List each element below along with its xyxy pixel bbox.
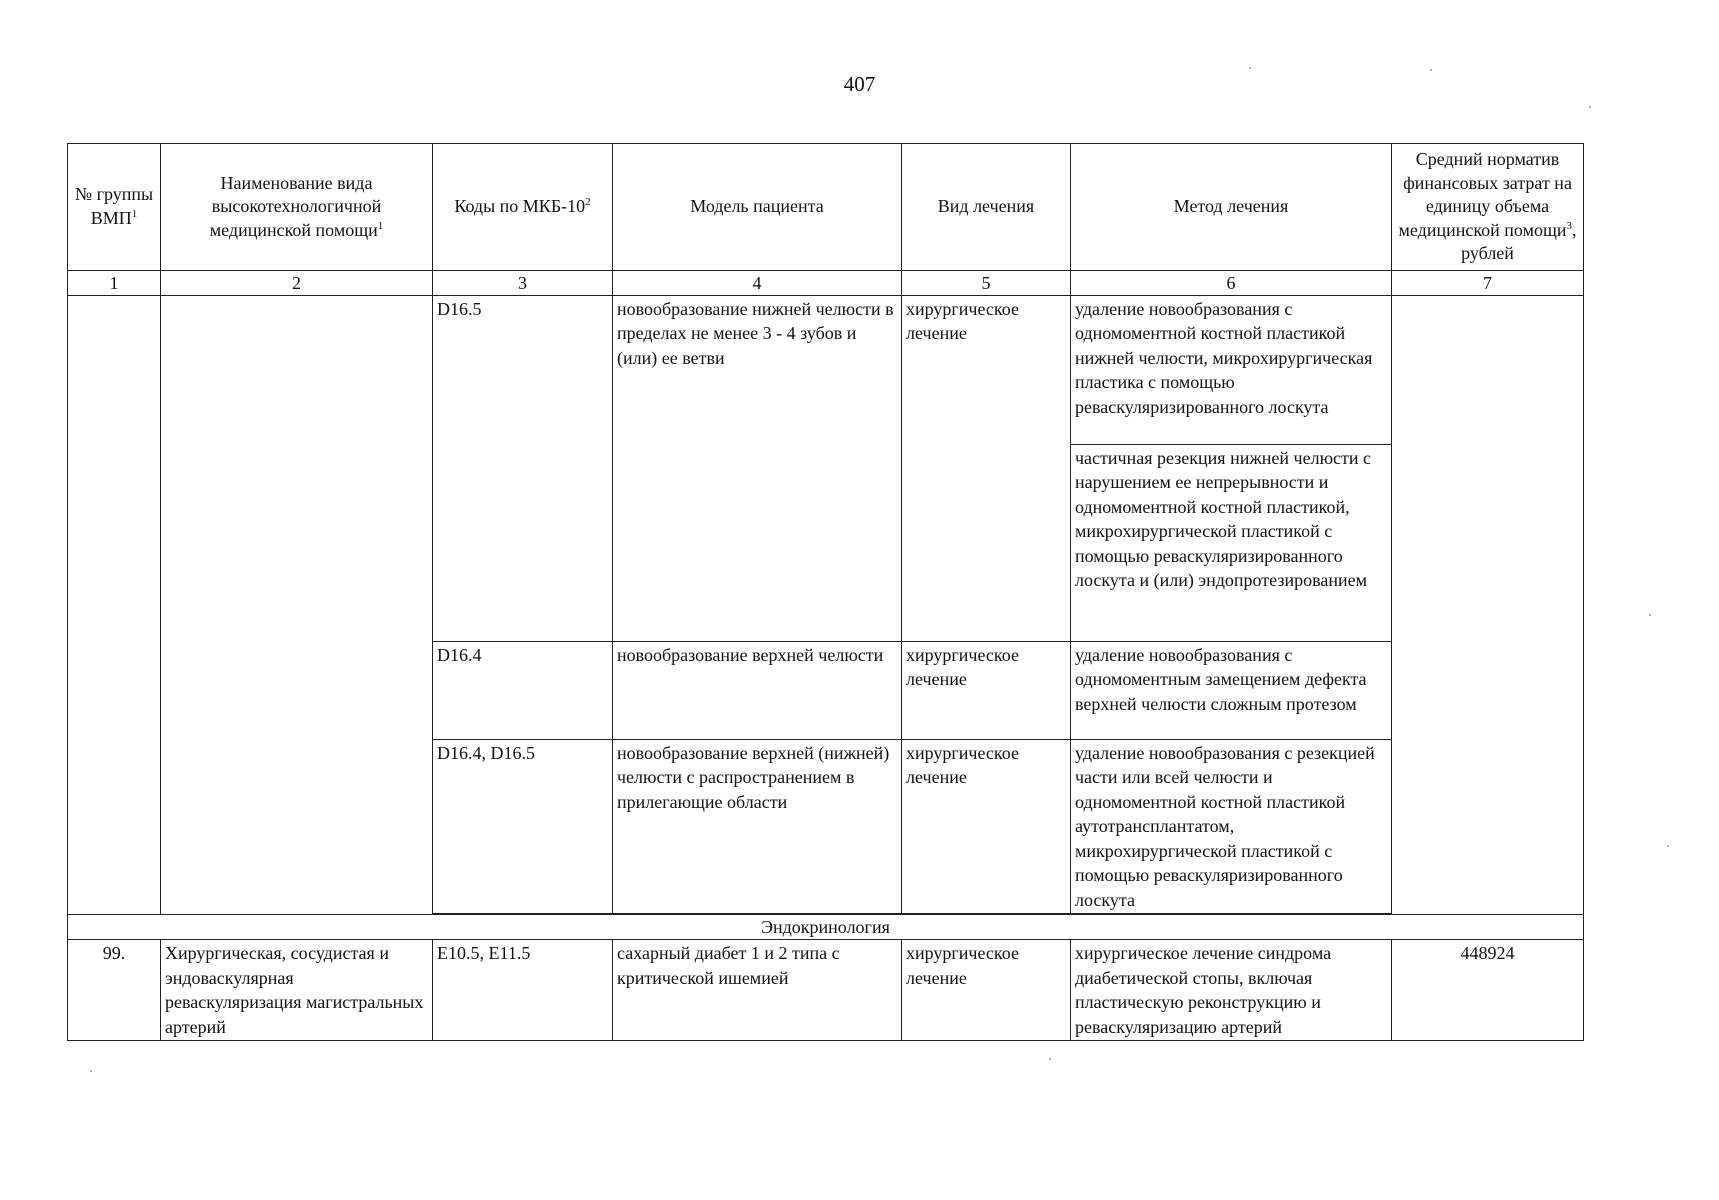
header-group-number: № группы ВМП$^1$ [68,144,161,271]
scan-speck [1430,69,1432,71]
icd-code-cell: E10.5, E11.5 [433,940,613,1041]
page-number: 407 [843,72,876,96]
header-cost-standard: Средний норматив финансовых затрат на единицу объема медицинской помощи$^3$, рублей [1392,144,1584,271]
column-number: 7 [1392,270,1584,295]
column-number: 5 [902,270,1071,295]
care-type-cell-empty [161,295,433,915]
icd-code-cell: D16.4 [433,641,613,739]
cost-cell-empty [1392,295,1584,915]
header-patient-model: Модель пациента [613,144,902,271]
patient-model-cell: сахарный диабет 1 и 2 типа с критической ишемией [613,940,902,1041]
treatment-type-cell: хирургическое лечение [902,940,1071,1041]
table-row [68,940,1584,1041]
column-number: 6 [1071,270,1392,295]
group-number-cell: 99. [68,940,161,1041]
scan-speck [1649,614,1651,616]
header-treatment-type: Вид лечения [902,144,1071,271]
column-number-row [68,270,1584,295]
column-number: 3 [433,270,613,295]
treatment-method-cell: удаление новообразования с одномоментной костной пластикой нижней челюсти, микрохирургическая пластика с помощью реваскуляризированного лоскута [1071,295,1392,444]
icd-code-cell: D16.5 [433,295,613,641]
column-number: 2 [161,270,433,295]
scan-speck [1589,106,1591,108]
treatment-type-cell: хирургическое лечение [902,295,1071,641]
scan-speck [1049,1058,1051,1060]
scan-speck [1667,845,1669,847]
vmp-table [67,143,1584,1041]
table-row [68,295,1584,444]
cost-cell: 448924 [1392,940,1584,1041]
header-treatment-method: Метод лечения [1071,144,1392,271]
treatment-method-cell: хирургическое лечение синдрома диабетической стопы, включая пластическую реконструкцию и реваскуляризацию артерий [1071,940,1392,1041]
section-row [68,915,1584,940]
patient-model-cell: новообразование нижней челюсти в пределах не менее 3 - 4 зубов и (или) ее ветви [613,295,902,641]
treatment-method-cell: удаление новообразования с одномоментным замещением дефекта верхней челюсти сложным протезом [1071,641,1392,739]
header-care-type: Наименование вида высокотехнологичной медицинской помощи$^1$ [161,144,433,271]
scan-speck [1249,67,1251,69]
column-number: 4 [613,270,902,295]
icd-code-cell: D16.4, D16.5 [433,739,613,914]
column-number: 1 [68,270,161,295]
patient-model-cell: новообразование верхней (нижней) челюсти с распространением в прилегающие области [613,739,902,914]
scan-speck [90,1070,92,1072]
group-number-cell-empty [68,295,161,915]
section-title: Эндокринология [68,915,1584,940]
header-row [68,144,1584,271]
care-type-cell: Хирургическая, сосудистая и эндоваскулярная реваскуляризация магистральных артерий [161,940,433,1041]
treatment-type-cell: хирургическое лечение [902,739,1071,914]
treatment-method-cell: частичная резекция нижней челюсти с нарушением ее непрерывности и одномоментной костной пластикой, микрохирургической пластикой с помощью реваскуляризированного лоскута и (или) эндопротезированием [1071,444,1392,641]
treatment-method-cell: удаление новообразования с резекцией части или всей челюсти и одномоментной костной пластикой аутотрансплантатом, микрохирургической пластикой с помощью реваскуляризированного лоскута [1071,739,1392,914]
patient-model-cell: новообразование верхней челюсти [613,641,902,739]
header-icd-codes: Коды по МКБ-$10^2$ [433,144,613,271]
treatment-type-cell: хирургическое лечение [902,641,1071,739]
